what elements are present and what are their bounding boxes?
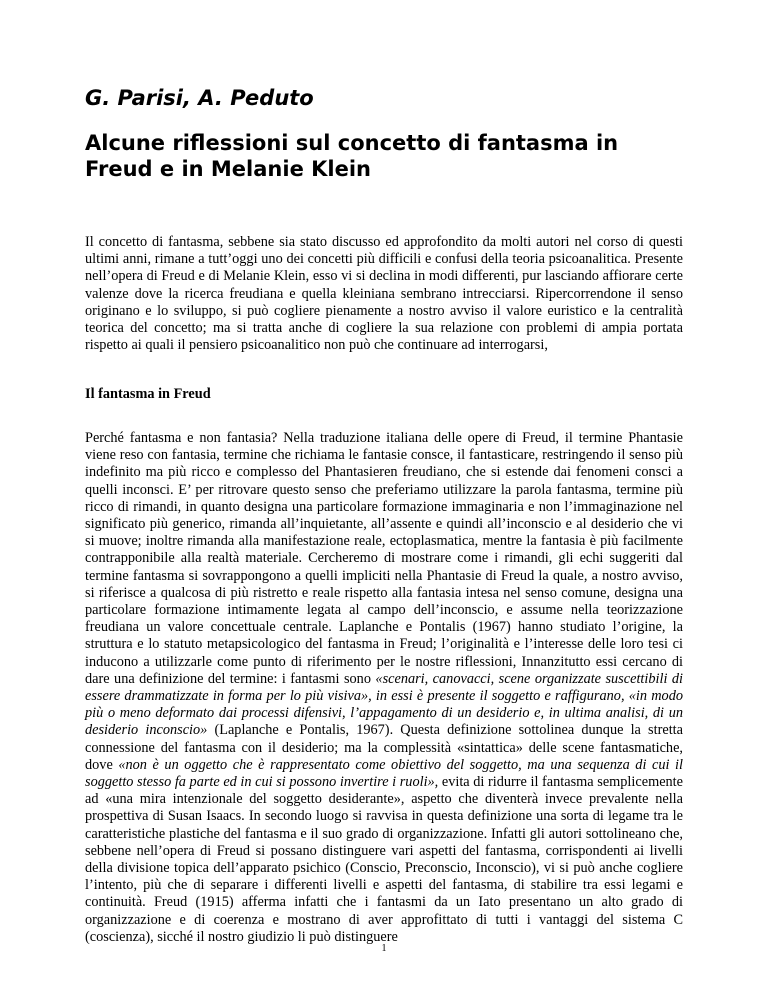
body-text-part-3: evita di ridurre il fantasma semplicemente ad «una mira intenzionale del soggetto desiderante», aspetto che diventerà invece prevalente nella prospettiva di Susan Isaacs. In secondo luogo si ravvisa in questa definizione una sorta di legame tra le caratteristiche plastiche del fantasma e il suo grado di organizzazione. Infatti gli autori sottolineano che, sebbene nell’opera di Freud si possano distinguere vari aspetti del fantasma, corrispondenti ai livelli della divisione topica dell’apparato psichico (Conscio, Preconscio, Inconscio), vi si può anche cogliere l’intento, più che di separare i differenti livelli e aspetti del fantasma, di stabilire tra essi legami e continuità. Freud (1915) afferma infatti che i fantasmi da un Iato presentano un alto grado di organizzazione e di coerenza e mostrano di aver approfittato di tutti i vantaggi del sistema C (coscienza), sicché il nostro giudizio li può distinguere [85,774,683,945]
body-paragraph [85,430,683,946]
body-text-part-1: Perché fantasma e non fantasia? Nella traduzione italiana delle opere di Freud, il termine Phantasie viene reso con fantasia, termine che richiama le fantasie consce, il fantasticare, restringendo il senso più indefinito ma più ricco e complesso del Phantasieren freudiano, che si estende dai fenomeni consci a quelli inconsci. E’ per ritrovare questo senso che preferiamo utilizzare la parola fantasma, termine più ricco di rimandi, in quanto designa una particolare formazione immaginaria e non l’immaginazione nel significato più generico, rimanda all’inquietante, all’assente e quindi all’inconscio e al desiderio che vi si muove; inoltre rimanda alla manifestazione reale, ectoplasmatica, mentre la fantasia è più facilmente contrapponibile alla realtà materiale. Cercheremo di mostrare come i rimandi, gli echi suggeriti dal termine fantasma si sovrappongono a quelli impliciti nella Phantasie di Freud la quale, a nostro avviso, si riferisce a qualcosa di più ristretto e reale rispetto alla fantasia intesa nel senso comune, designa una particolare formazione intimamente legata al campo dell’inconscio, e assume nella teorizzazione freudiana un valore concettuale centrale. Laplanche e Pontalis (1967) hanno studiato l’origine, la struttura e lo statuto metapsicologico del fantasma in Freud; l’originalità e l’interesse delle loro tesi ci inducono a utilizzarle come punto di riferimento per le nostre riflessioni, Innanzitutto essi cercano di dare una definizione del termine: i fantasmi sono [85,430,683,687]
body-text-part-2: (Laplanche e Pontalis, 1967). Questa definizione sottolinea dunque la stretta connessione del fantasma con il desiderio; ma la complessità «sintattica» delle scene fantasmatiche, dove [85,722,683,773]
intro-paragraph: Il concetto di fantasma, sebbene sia stato discusso ed approfondito da molti autori nel corso di questi ultimi anni, rimane a tutt’oggi uno dei concetti più difficili e confusi della teoria psicoanalitica. Presente nell’opera di Freud e di Melanie Klein, esso vi si declina in modi differenti, pur lasciando affiorare certe valenze dove la ricerca freudiana e quella kleiniana sembrano intrecciarsi. Ripercorrendone il senso originano e lo sviluppo, si può cogliere pienamente a nostro avviso il valore euristico e la centralità teorica del concetto; ma si tratta anche di cogliere la sua relazione con problemi di ampia portata rispetto ai quali il pensiero psicoanalitico non può che continuare ad interrogarsi, [85,234,683,354]
quote-syntax: «non è un oggetto che è rappresentato come obiettivo del soggetto, ma una sequenza di cui il soggetto stesso fa parte ed in cui si possono invertire i ruoli», [85,756,683,791]
quote-definition: «scenari, canovacci, scene organizzate suscettibili di essere drammatizzate in forma per lo più visiva», in essi è presente il soggetto e raffigurano, «in modo più o meno deformato dai processi difensivi, l’appagamento di un desiderio e, in ultima analisi, di un desiderio inconscio» [85,670,683,739]
article-title: Alcune riflessioni sul concetto di fantasma in Freud e in Melanie Klein [85,131,619,181]
authors: G. Parisi, A. Peduto [85,86,314,110]
page-number: 1 [381,943,387,954]
section-heading: Il fantasma in Freud [85,386,211,402]
